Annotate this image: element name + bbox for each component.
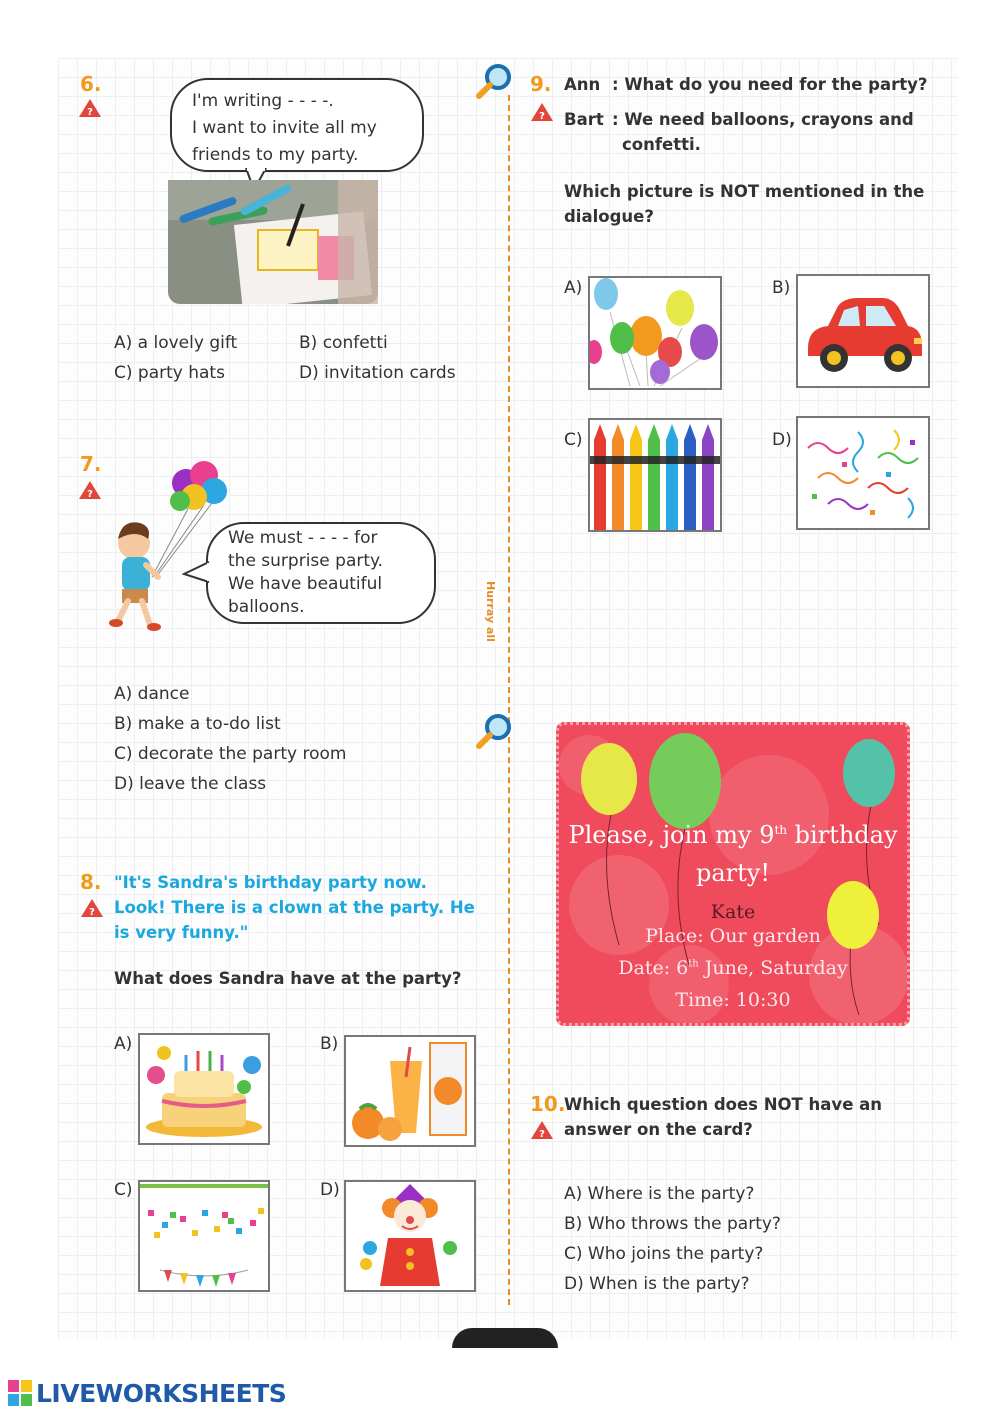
card-title-sup: th [774, 823, 788, 837]
bubble-tail [182, 560, 210, 586]
q7-option-d[interactable]: D) leave the class [114, 774, 267, 794]
page-tab-decoration [452, 1328, 558, 1348]
card-place: Place: Our garden [645, 925, 821, 947]
q7-option-c[interactable]: C) decorate the party room [114, 744, 347, 764]
q10-option-a[interactable]: A) Where is the party? [564, 1184, 755, 1204]
warning-icon [80, 898, 104, 918]
card-time: Time: 10:30 [675, 989, 791, 1011]
q9-picture-confetti[interactable] [796, 416, 930, 530]
q8-question: What does Sandra have at the party? [114, 969, 462, 988]
column-divider [508, 95, 510, 1305]
q6-option-b[interactable]: B) confetti [299, 333, 388, 353]
q7-speech-bubble [206, 522, 436, 624]
divider-label: Hurray all [484, 578, 497, 645]
q10-number: 10. [530, 1092, 566, 1116]
crayons-image [590, 420, 720, 530]
card-date [559, 957, 907, 979]
svg-text:?: ? [87, 489, 93, 500]
q9-speaker: Bart [564, 110, 604, 129]
card-date-part: June, Saturday [698, 957, 848, 979]
q7-option-b[interactable]: B) make a to-do list [114, 714, 281, 734]
bubble-line: We must - - - - for [228, 528, 378, 548]
q9-line: confetti. [622, 135, 701, 154]
q10-option-c[interactable]: C) Who joins the party? [564, 1244, 764, 1264]
q8-picture-cake[interactable] [138, 1033, 270, 1145]
svg-text:?: ? [89, 907, 95, 918]
q8-label-d[interactable]: D) [320, 1180, 340, 1200]
q8-picture-decorations[interactable] [138, 1180, 270, 1292]
bubble-line: balloons. [228, 597, 305, 617]
q7-option-a[interactable]: A) dance [114, 684, 190, 704]
magnifier-icon [474, 712, 514, 752]
party-decorations-image [140, 1182, 268, 1290]
q8-quote-line: is very funny." [114, 923, 249, 942]
q8-quote-line: "It's Sandra's birthday party now. [114, 873, 427, 892]
q6-speech-bubble [170, 78, 424, 172]
bubble-line: We have beautiful [228, 574, 383, 594]
writing-invitation-photo [168, 180, 378, 304]
q8-picture-clown[interactable] [344, 1180, 476, 1292]
q8-number: 8. [80, 870, 102, 894]
q9-question-line: dialogue? [564, 207, 654, 226]
q9-label-c[interactable]: C) [564, 430, 583, 450]
q8-label-c[interactable]: C) [114, 1180, 133, 1200]
q9-label-d[interactable]: D) [772, 430, 792, 450]
svg-text:?: ? [539, 111, 545, 122]
bubble-line: I'm writing - - - -. [192, 91, 334, 111]
magnifier-icon [474, 62, 514, 102]
bubble-line: I want to invite all my [192, 118, 377, 138]
q8-quote-line: Look! There is a clown at the party. He [114, 898, 475, 917]
card-title-line2: party! [696, 859, 770, 887]
q6-option-a[interactable]: A) a lovely gift [114, 333, 238, 353]
liveworksheets-logo-icon [8, 1378, 34, 1408]
q9-speaker: Ann [564, 75, 601, 94]
card-date-part: Date: 6 [618, 957, 689, 979]
q6-option-d[interactable]: D) invitation cards [299, 363, 456, 383]
q7-number: 7. [80, 452, 102, 476]
card-title-part: birthday [787, 821, 898, 849]
warning-icon [530, 102, 554, 122]
q9-label-a[interactable]: A) [564, 278, 583, 298]
red-car-image [798, 276, 928, 386]
warning-icon [530, 1120, 554, 1140]
card-date-sup: th [688, 958, 699, 970]
liveworksheets-brand[interactable]: LIVEWORKSHEETS [36, 1379, 287, 1408]
svg-text:?: ? [539, 1129, 545, 1140]
q8-label-a[interactable]: A) [114, 1034, 133, 1054]
warning-icon [78, 480, 102, 500]
q9-number: 9. [530, 72, 552, 96]
q9-picture-balloons[interactable] [588, 276, 722, 390]
orange-juice-image [346, 1037, 474, 1145]
birthday-invitation-card [556, 722, 910, 1026]
q9-label-b[interactable]: B) [772, 278, 791, 298]
balloons-image [590, 278, 720, 388]
q6-number: 6. [80, 72, 102, 96]
bubble-line: the surprise party. [228, 551, 384, 571]
q9-picture-crayons[interactable] [588, 418, 722, 532]
q8-picture-juice[interactable] [344, 1035, 476, 1147]
card-title [559, 821, 907, 849]
svg-text:?: ? [87, 107, 93, 118]
q6-option-c[interactable]: C) party hats [114, 363, 225, 383]
q10-question-line: Which question does NOT have an [564, 1095, 883, 1114]
q9-line: : What do you need for the party? [612, 75, 928, 94]
bubble-line: friends to my party. [192, 145, 359, 165]
q9-question-line: Which picture is NOT mentioned in the [564, 182, 925, 201]
q8-label-b[interactable]: B) [320, 1034, 339, 1054]
warning-icon [78, 98, 102, 118]
q10-option-b[interactable]: B) Who throws the party? [564, 1214, 781, 1234]
q9-line: : We need balloons, crayons and [612, 110, 914, 129]
q9-picture-car[interactable] [796, 274, 930, 388]
confetti-image [798, 418, 928, 528]
clown-image [346, 1182, 474, 1290]
birthday-cake-image [140, 1035, 268, 1143]
q10-question-line: answer on the card? [564, 1120, 753, 1139]
card-host: Kate [710, 901, 756, 923]
q10-option-d[interactable]: D) When is the party? [564, 1274, 750, 1294]
card-title-part: Please, join my 9 [568, 821, 775, 849]
